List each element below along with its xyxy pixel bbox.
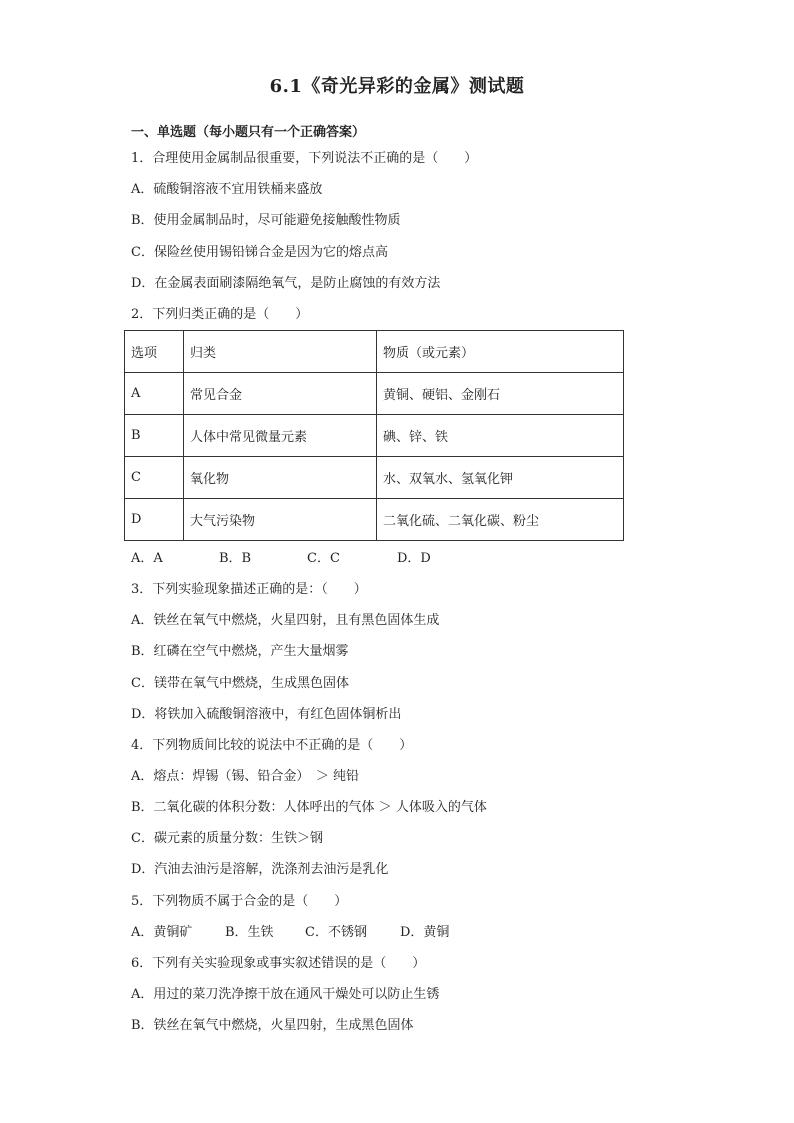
table-header-cell: 选项 — [125, 331, 184, 373]
question-2-option-a: A．A — [131, 551, 163, 566]
question-3-option-a: A．铁丝在氧气中燃烧，火星四射，且有黑色固体生成 — [131, 613, 440, 628]
table-cell: 常见合金 — [184, 373, 377, 415]
question-4-option-c: C．碳元素的质量分数：生铁＞钢 — [131, 831, 323, 846]
question-5-stem: 5．下列物质不属于合金的是（ ） — [131, 894, 348, 909]
question-3-option-c: C．镁带在氧气中燃烧，生成黑色固体 — [131, 676, 349, 691]
table-cell: 黄铜、硬铝、金刚石 — [377, 373, 624, 415]
table-row — [125, 415, 624, 457]
question-5-options — [131, 924, 449, 942]
question-1-option-a: A．硫酸铜溶液不宜用铁桶来盛放 — [131, 182, 323, 197]
question-3-stem: 3．下列实验现象描述正确的是：（ ） — [131, 582, 367, 597]
table-cell: 水、双氧水、氢氧化钾 — [377, 457, 624, 499]
question-2-option-c: C．C — [307, 551, 340, 566]
table-row — [125, 499, 624, 541]
table-header-row — [125, 331, 624, 373]
question-1-stem: 1．合理使用金属制品很重要，下列说法不正确的是（ ） — [131, 151, 478, 166]
question-2-option-d: D．D — [397, 551, 431, 566]
table-cell: C — [125, 457, 184, 499]
table-cell: B — [125, 415, 184, 457]
table-cell: 二氧化硫、二氧化碳、粉尘 — [377, 499, 624, 541]
table-row — [125, 373, 624, 415]
table-header-cell: 物质（或元素） — [377, 331, 624, 373]
question-3-option-b: B．红磷在空气中燃烧，产生大量烟雾 — [131, 644, 349, 659]
question-2-stem: 2．下列归类正确的是（ ） — [131, 307, 309, 322]
table-cell: 大气污染物 — [184, 499, 377, 541]
question-4-option-b: B．二氧化碳的体积分数：人体呼出的气体 ＞ 人体吸入的气体 — [131, 800, 487, 815]
table-header-cell: 归类 — [184, 331, 377, 373]
question-1-option-d: D．在金属表面刷漆隔绝氧气，是防止腐蚀的有效方法 — [131, 276, 441, 291]
question-4-stem: 4．下列物质间比较的说法中不正确的是（ ） — [131, 738, 413, 753]
table-cell: 氧化物 — [184, 457, 377, 499]
question-5-option-b: B．生铁 — [225, 925, 274, 940]
question-4-option-d: D．汽油去油污是溶解，洗涤剂去油污是乳化 — [131, 862, 389, 877]
question-1-option-b: B．使用金属制品时，尽可能避免接触酸性物质 — [131, 213, 401, 228]
question-6-option-b: B．铁丝在氧气中燃烧，火星四射，生成黑色固体 — [131, 1018, 414, 1033]
document-title: 6.1《奇光异彩的金属》测试题 — [269, 76, 525, 97]
question-2-option-b: B．B — [219, 551, 252, 566]
section-heading: 一、单选题（每小题只有一个正确答案） — [131, 125, 366, 140]
question-5-option-a: A．黄铜矿 — [131, 925, 193, 940]
question-6-option-a: A．用过的菜刀洗净擦干放在通风干燥处可以防止生锈 — [131, 987, 440, 1002]
question-4-option-a: A．熔点：焊锡（锡、铅合金） ＞ 纯铅 — [131, 769, 360, 784]
question-6-stem: 6．下列有关实验现象或事实叙述错误的是（ ） — [131, 956, 426, 971]
table-cell: 碘、锌、铁 — [377, 415, 624, 457]
table-row — [125, 457, 624, 499]
table-cell: A — [125, 373, 184, 415]
question-3-option-d: D．将铁加入硫酸铜溶液中，有红色固体铜析出 — [131, 707, 402, 722]
table-cell: D — [125, 499, 184, 541]
question-5-option-c: C．不锈钢 — [305, 925, 367, 940]
table-cell: 人体中常见微量元素 — [184, 415, 377, 457]
question-2-options — [131, 550, 431, 568]
question-1-option-c: C．保险丝使用锡铅锑合金是因为它的熔点高 — [131, 245, 388, 260]
classification-table — [124, 330, 624, 541]
question-5-option-d: D．黄铜 — [400, 925, 450, 940]
